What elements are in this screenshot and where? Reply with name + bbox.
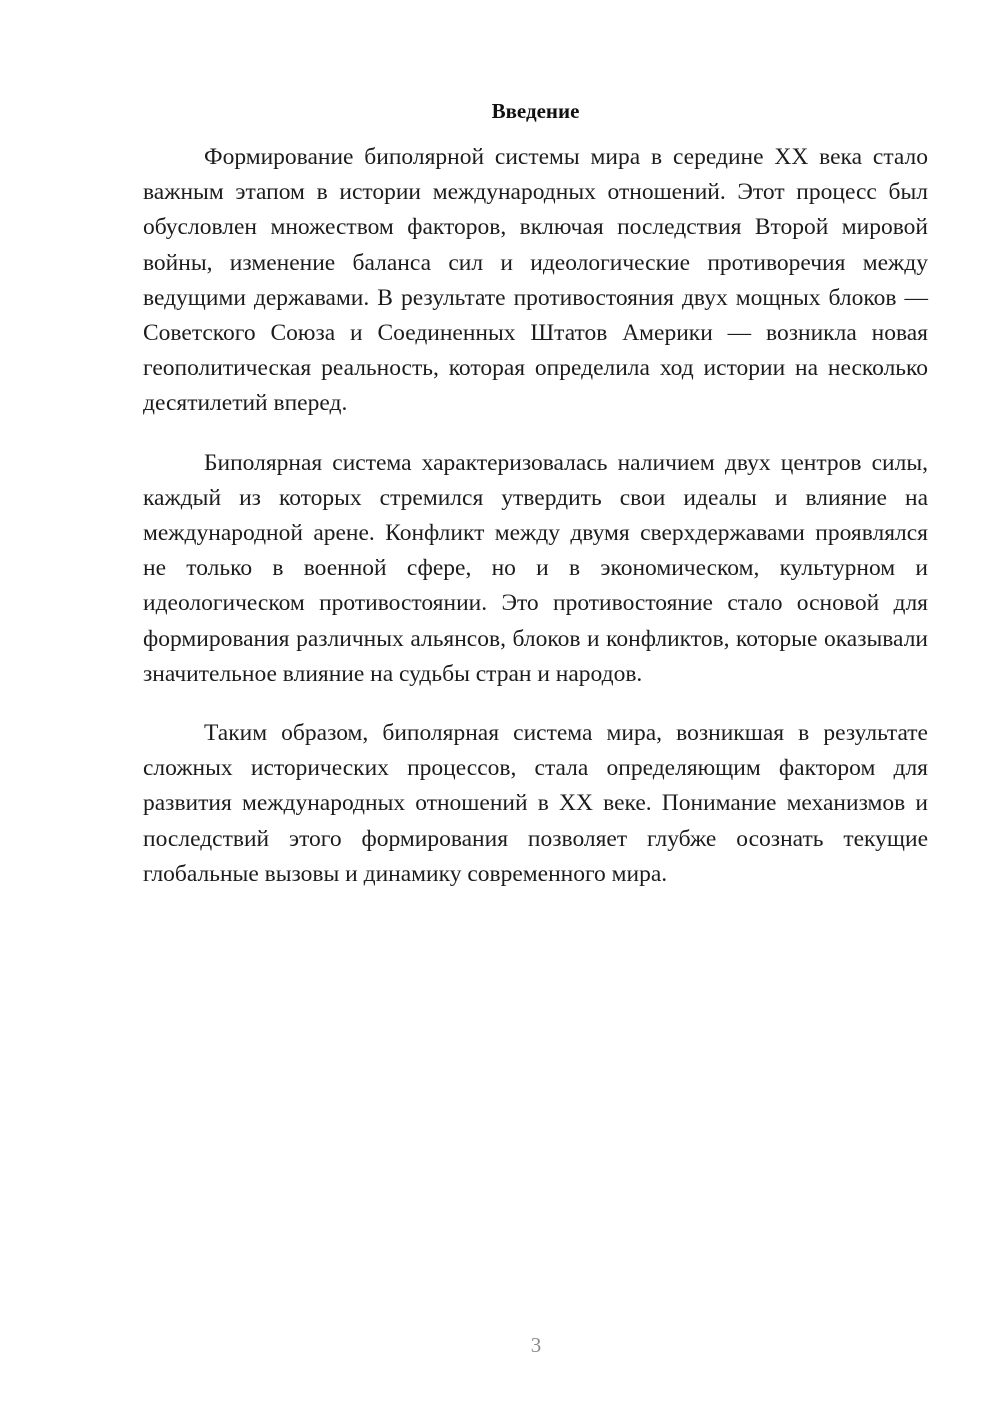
paragraph-1: Формирование биполярной системы мира в середине XX века стало важным этапом в истории международных отношений. Этот процесс был обусловлен множеством факторов, включая последствия Второй мировой войны, изменение баланса сил и идеологические противоречия между ведущими державами. В результате противостояния двух мощных блоков — Советского Союза и Соединенных Штатов Америки — возникла новая геополитическая реальность, которая определила ход истории на несколько десятилетий вперед.	[143, 144, 928, 417]
document-body	[143, 96, 928, 892]
paragraph-2: Биполярная система характеризовалась наличием двух центров силы, каждый из которых стремился утвердить свои идеалы и влияние на международной арене. Конфликт между двумя сверхдержавами проявлялся не только в военной сфере, но и в экономическом, культурном и идеологическом противостоянии. Это противостояние стало основой для формирования различных альянсов, блоков и конфликтов, которые оказывали значительное влияние на судьбы стран и народов.	[143, 449, 928, 687]
page-number: 3	[530, 1333, 542, 1357]
section-heading: Введение	[491, 99, 580, 123]
paragraph-3: Таким образом, биполярная система мира, возникшая в результате сложных исторических процессов, стала определяющим фактором для развития международных отношений в XX веке. Понимание механизмов и последствий этого формирования позволяет глубже осознать текущие глобальные вызовы и динамику современного мира.	[143, 720, 928, 887]
